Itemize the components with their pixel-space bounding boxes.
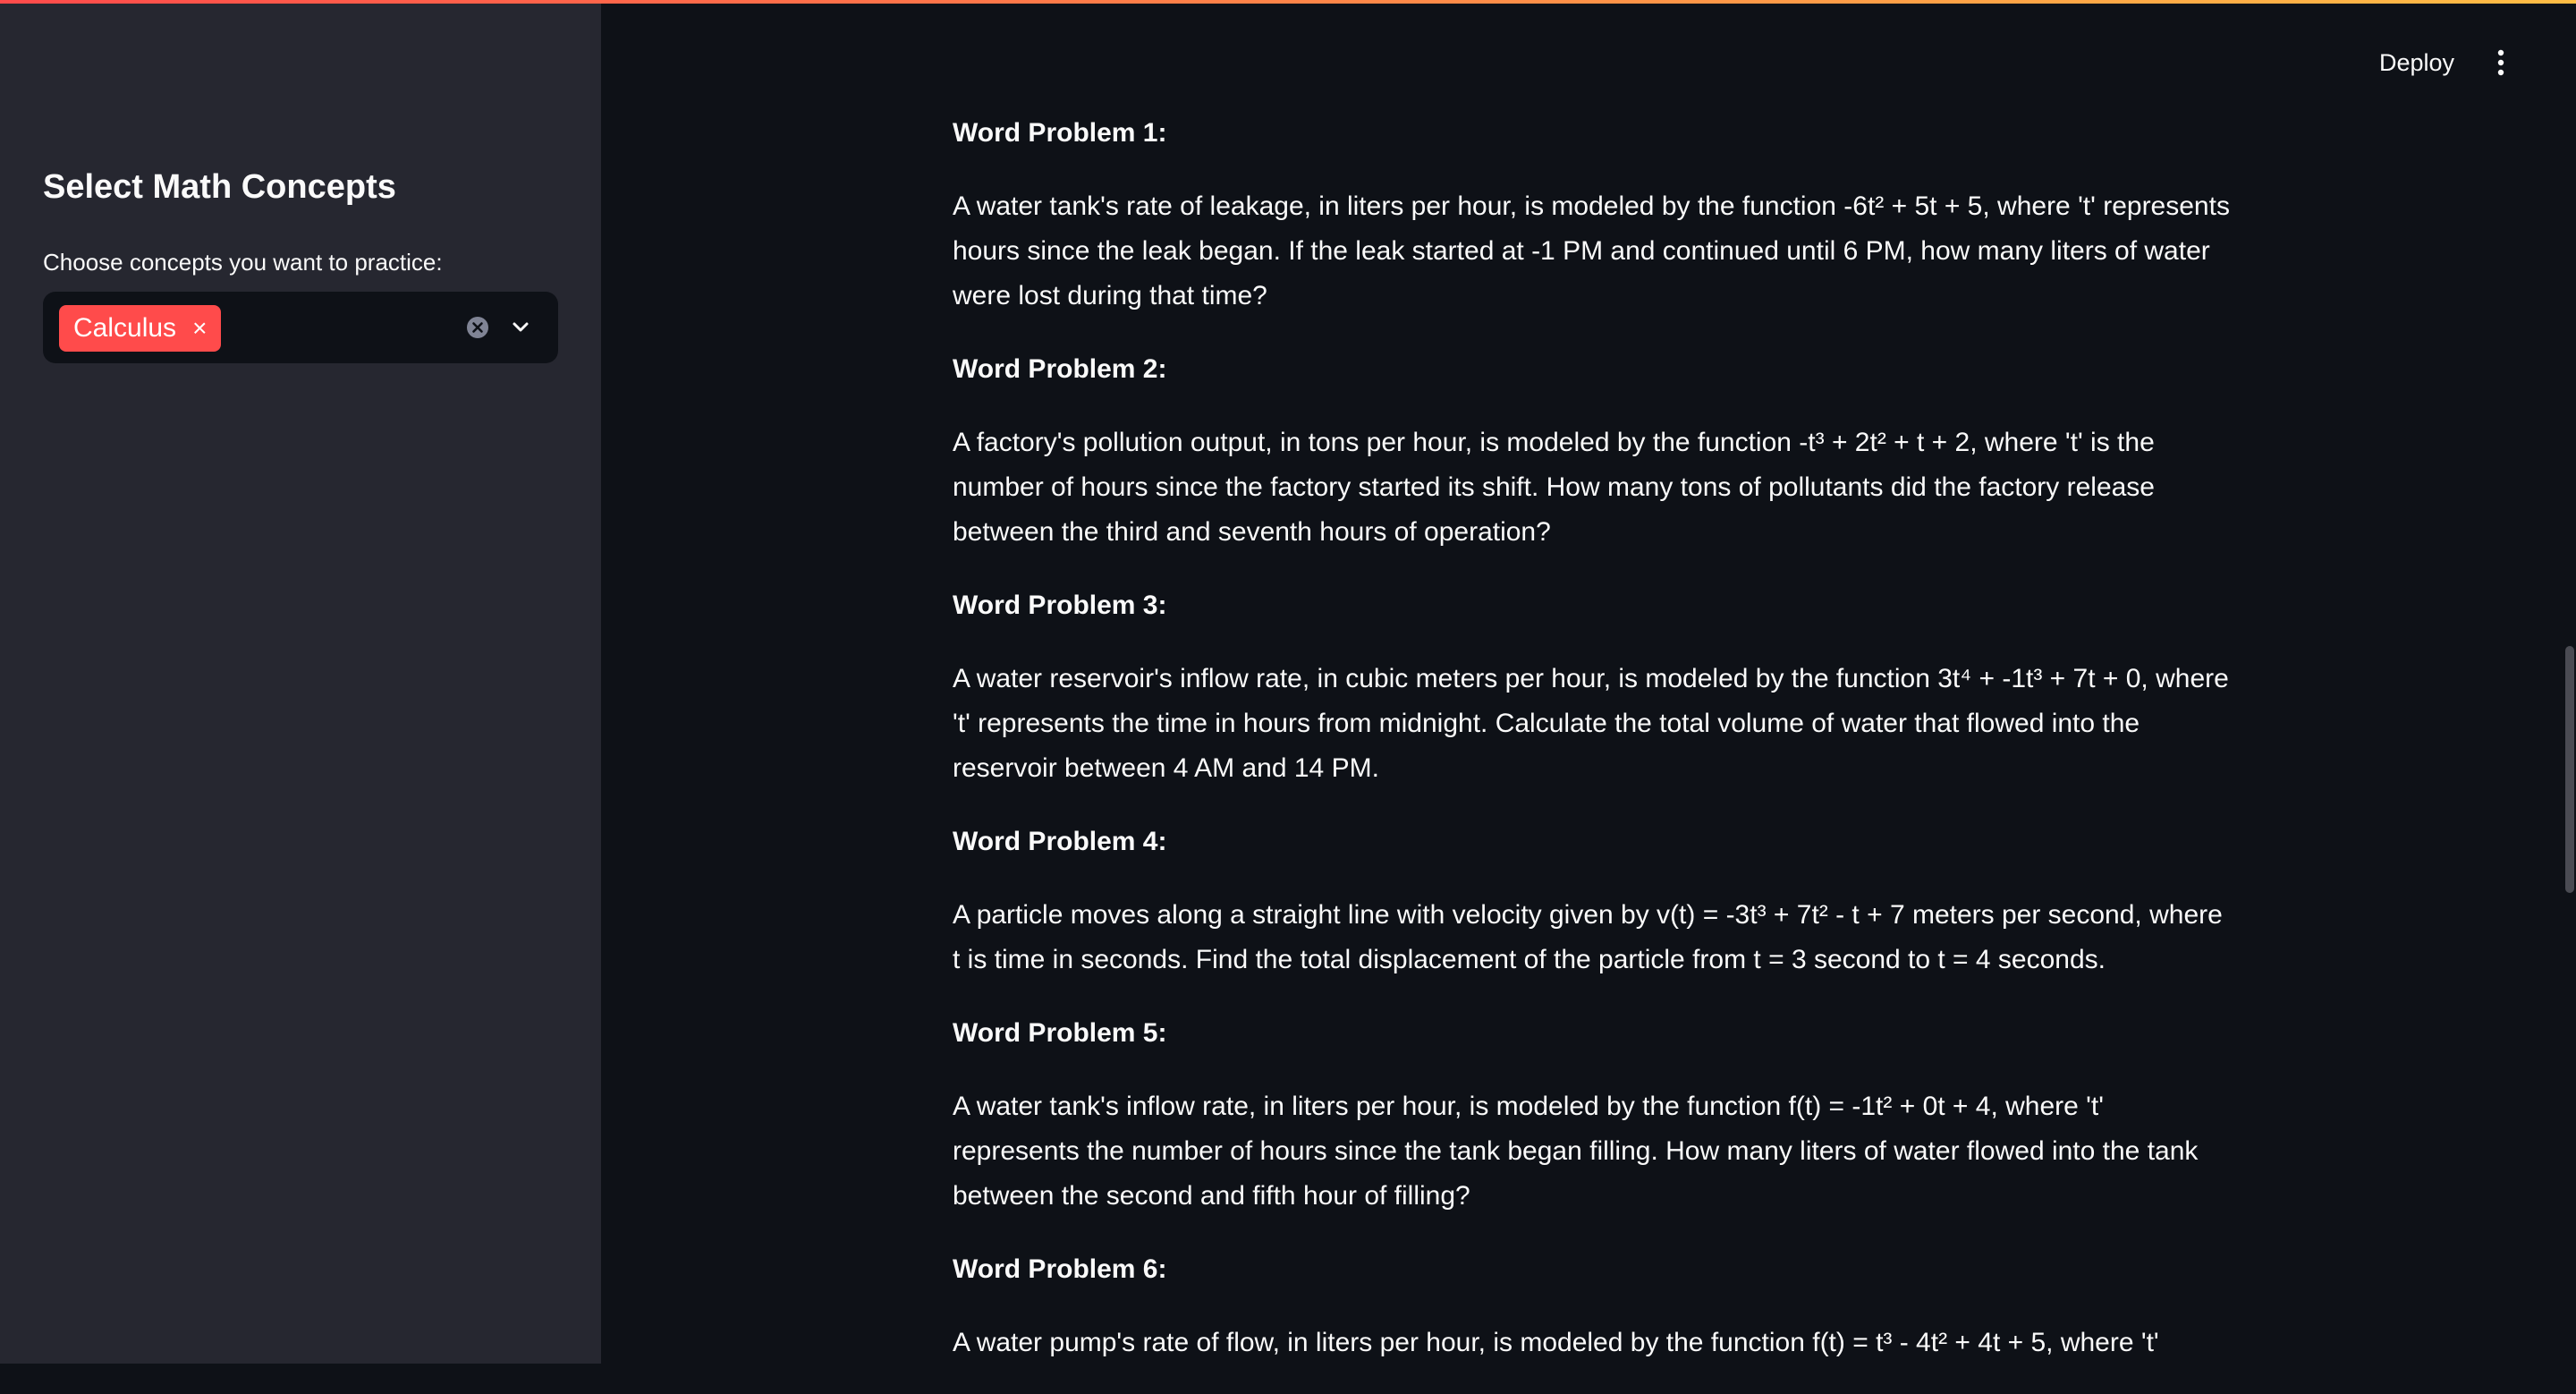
deploy-button[interactable]: Deploy <box>2372 45 2462 81</box>
problem-item <box>953 1247 2232 1365</box>
problem-item <box>953 111 2232 319</box>
selected-tag-calculus <box>59 305 221 352</box>
tag-label: Calculus <box>73 313 177 343</box>
scrollbar[interactable] <box>2563 0 2576 1364</box>
problem-heading: Word Problem 3: <box>953 591 1167 620</box>
problem-heading: Word Problem 4: <box>953 827 1167 856</box>
scrollbar-thumb[interactable] <box>2565 646 2574 893</box>
chevron-down-icon[interactable] <box>506 313 535 342</box>
problem-heading: Word Problem 1: <box>953 118 1167 148</box>
problem-item <box>953 583 2232 791</box>
sidebar <box>0 0 601 1364</box>
problem-text: A water tank's rate of leakage, in liters per hour, is modeled by the function -6t² + 5t + 5, where 't' represents hours since the leak began. If the leak started at -1 PM and continued until 6 PM, how many liters of water were lost during that time? <box>953 191 2230 310</box>
tag-remove-icon[interactable]: × <box>192 314 208 342</box>
problem-item <box>953 820 2232 982</box>
problem-text: A factory's pollution output, in tons per hour, is modeled by the function -t³ + 2t² + t + 2, where 't' is the number of hours since the factory started its shift. How many tons of pollutants did the factory release between the third and seventh hours of operation? <box>953 428 2155 547</box>
concepts-field-label: Choose concepts you want to practice: <box>43 249 443 276</box>
main-content-area <box>601 0 2576 1364</box>
problem-heading: Word Problem 5: <box>953 1018 1167 1048</box>
header-decoration-bar <box>0 0 2576 4</box>
clear-icon[interactable] <box>465 315 490 340</box>
problem-item <box>953 347 2232 555</box>
problem-heading: Word Problem 2: <box>953 354 1167 384</box>
concepts-multiselect[interactable] <box>43 292 558 363</box>
problem-heading: Word Problem 6: <box>953 1254 1167 1284</box>
more-vertical-icon[interactable] <box>2485 47 2517 79</box>
problem-text: A water pump's rate of flow, in liters per hour, is modeled by the function f(t) = t³ - 4t² + 4t + 5, where 't' <box>953 1328 2159 1357</box>
sidebar-title: Select Math Concepts <box>43 168 396 206</box>
problem-text: A water tank's inflow rate, in liters per hour, is modeled by the function f(t) = -1t² + 0t + 4, where 't' represents the number of hours since the tank began filling. How many liters of water flowed into the tank between the second and fifth hour of filling? <box>953 1092 2199 1211</box>
problem-text: A water reservoir's inflow rate, in cubic meters per hour, is modeled by the function 3t⁴ + -1t³ + 7t + 0, where 't' represents the time in hours from midnight. Calculate the total volume of water that flowed into the reservoir between 4 AM and 14 PM. <box>953 664 2229 783</box>
problem-text: A particle moves along a straight line with velocity given by v(t) = -3t³ + 7t² - t + 7 meters per second, where t is time in seconds. Find the total displacement of the particle from t = 3 second to t = 4 seconds. <box>953 900 2223 974</box>
problems-list <box>953 111 2232 1394</box>
problem-item <box>953 1011 2232 1219</box>
